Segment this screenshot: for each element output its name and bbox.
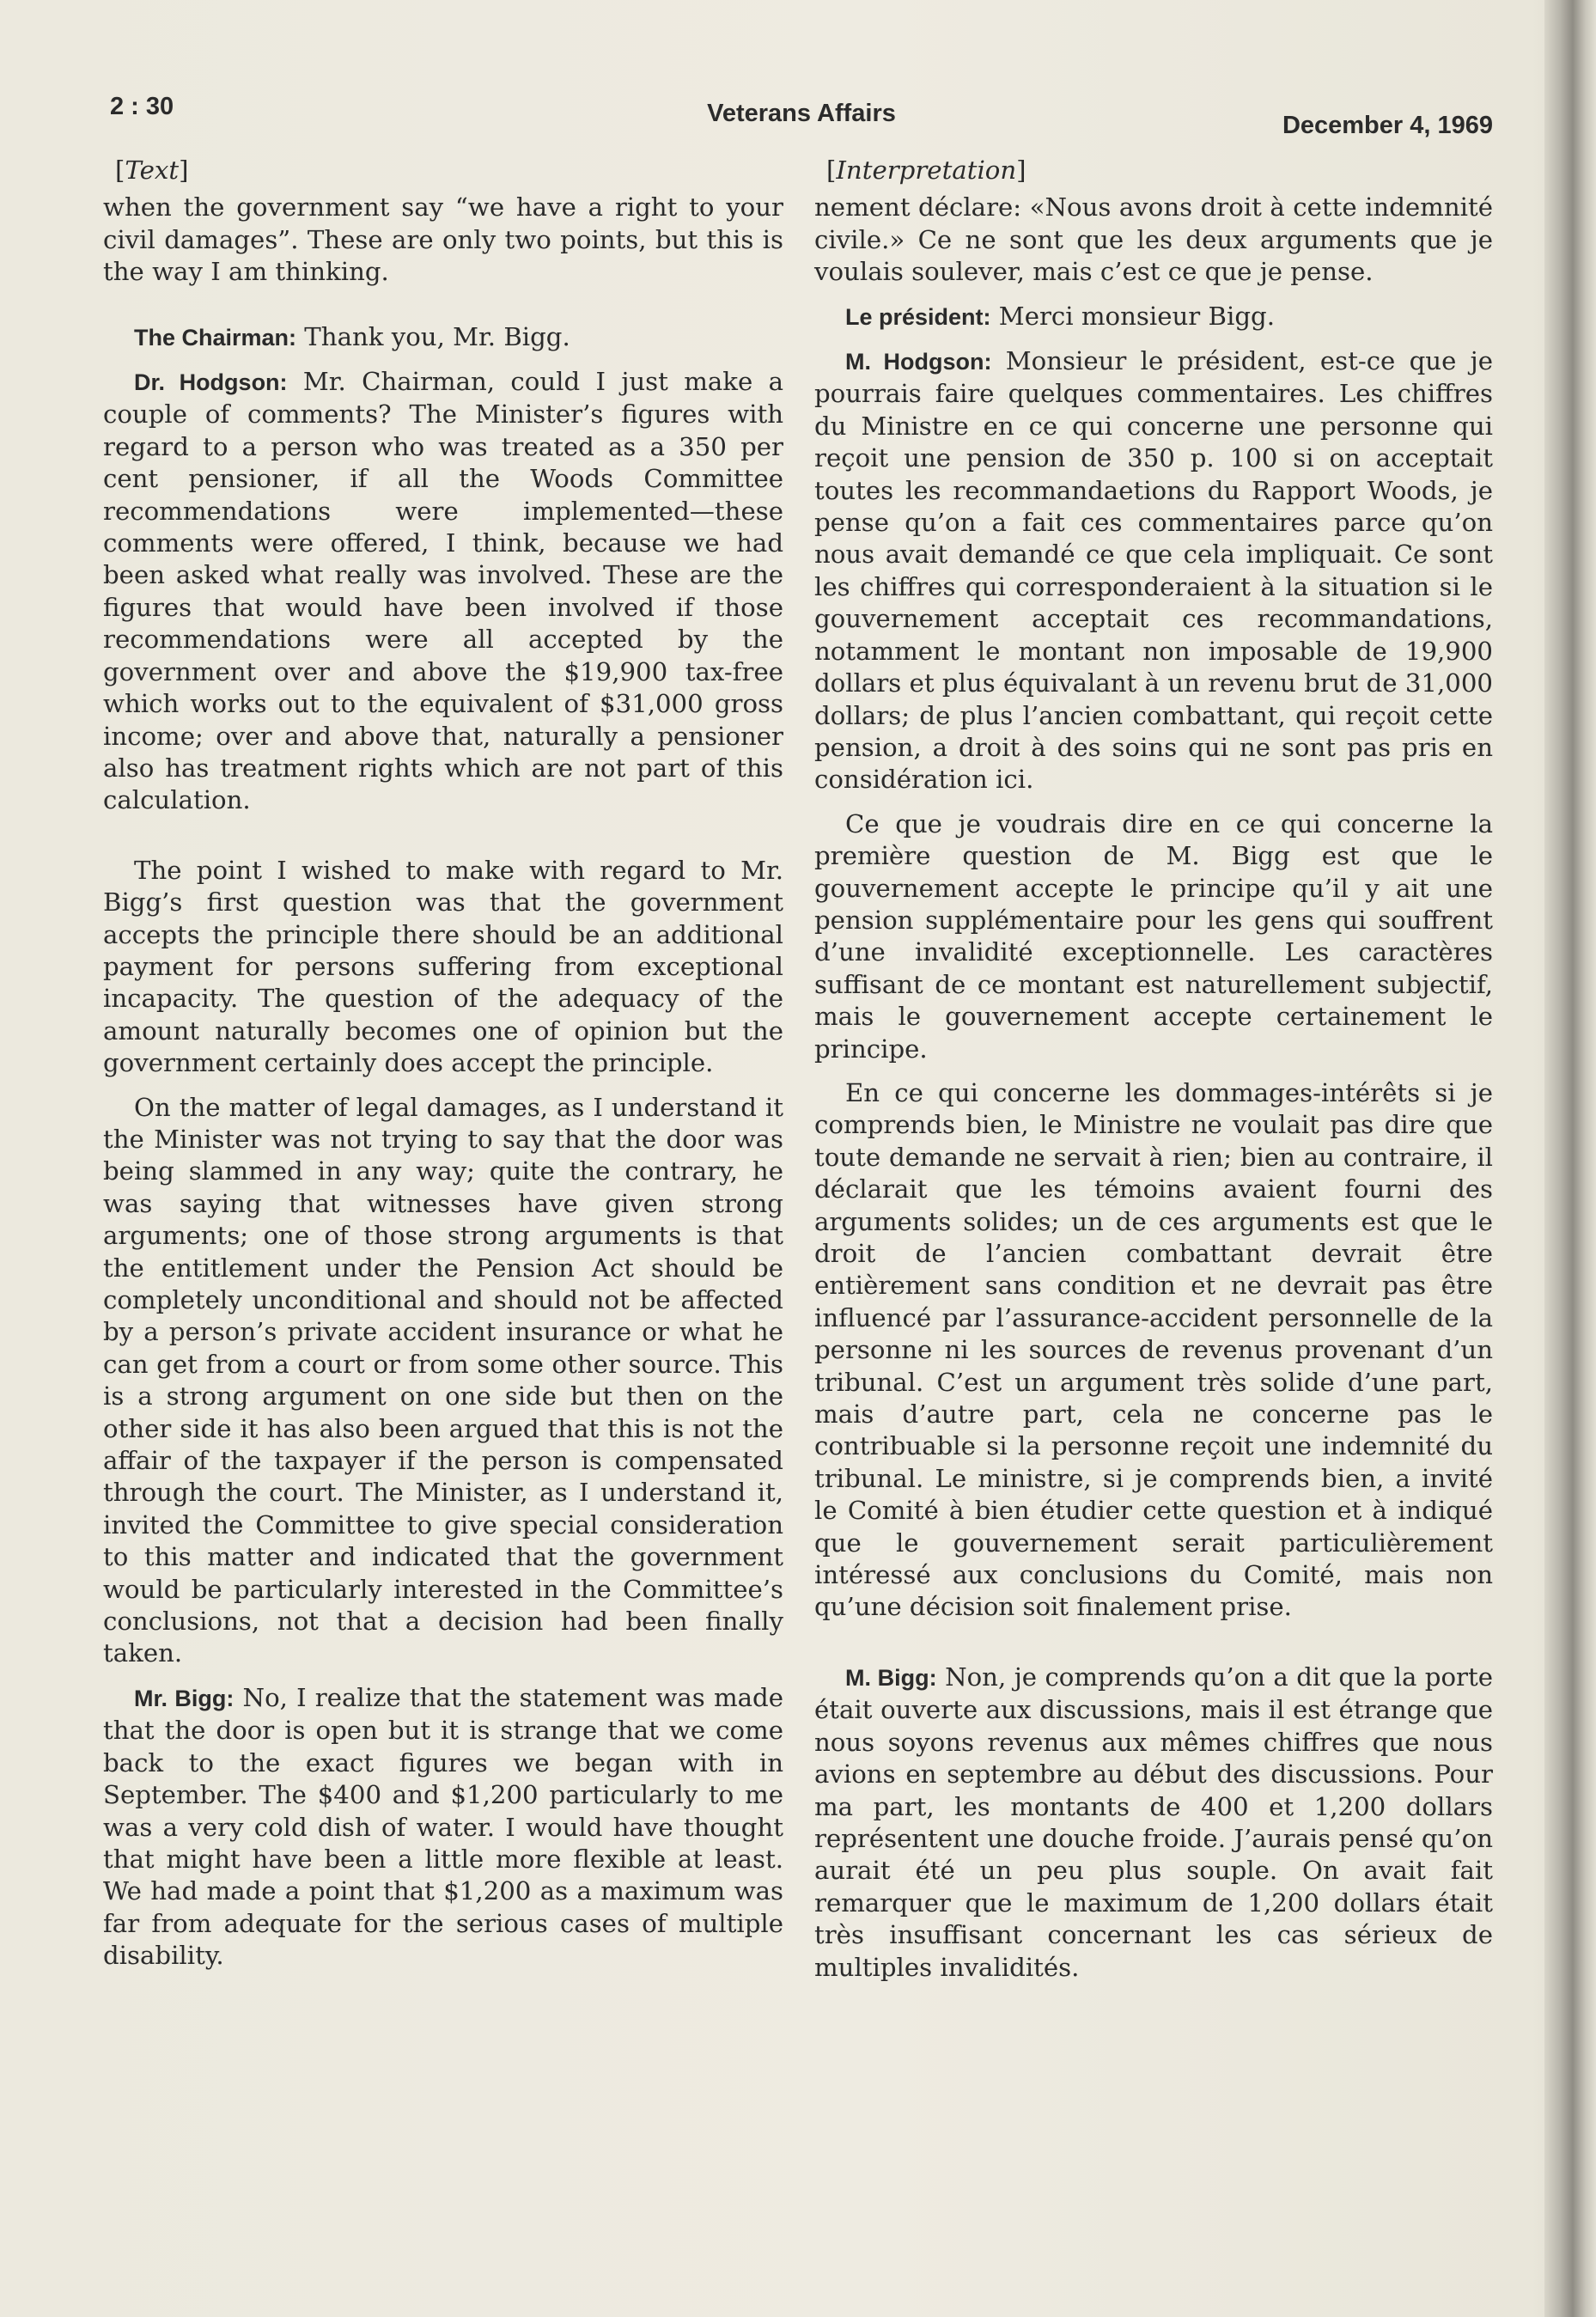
english-column xyxy=(103,155,783,1985)
paragraph-president: Le président: Merci monsieur Bigg. xyxy=(845,301,1275,331)
paragraph-bigg: M. Bigg: Non, je comprends qu’on a dit que la porte était ouverte aux discussions, mais il est étrange que nous soyons revenus aux mêmes chiffres que nous avions en septembre au début des discussions. Pour ma part, les montants de 400 et 1,200 dollars représentent une douche froide. J’aurais pensé qu’on aurait été un peu plus souple. On avait fait remarquer que le maximum de 1,200 dollars était très insuffisant concernant les cas sérieux de multiples invalidités. xyxy=(814,1662,1493,1982)
speaker-name: Le président: xyxy=(845,303,991,330)
page-header xyxy=(110,93,1493,139)
column-label-text: [Text] xyxy=(115,155,189,185)
paragraph: The point I wished to make with regard to Mr. Bigg’s first question was that the government accepts the principle there should be an additional payment for persons suffering from exceptional incapacity. The question of the adequacy of the amount naturally becomes one of opinion but the government certainly does accept the principle. xyxy=(103,855,783,1078)
running-title: Veterans Affairs xyxy=(707,100,896,127)
paragraph: Ce que je voudrais dire en ce qui concerne la première question de M. Bigg est que le gouvernement accepte le principe qu’il y ait une pension supplémentaire pour les gens qui souffrent d’une invalidité exceptionnelle. Les caractères suffisant de ce montant est naturellement subjectif, mais le gouvernement accepte certainement le principe. xyxy=(814,808,1493,1064)
header-date: December 4, 1969 xyxy=(1282,112,1493,139)
speaker-name: M. Hodgson: xyxy=(845,349,992,375)
paragraph-hodgson: M. Hodgson: Monsieur le président, est-ce que je pourrais faire quelques commentaires. Les chiffres du Ministre en ce qui concerne une personne qui reçoit une pension de 350 p. 100 si on acceptait toutes les recommandaetions du Rapport Woods, je pense qu’on a fait ces commentaires parce qu’on nous avait demandé ce que cela impliquait. Ce sont les chiffres qui corresponderaient à la situation si le gouvernement acceptait ces recommandations, notamment le montant non imposable de 19,900 dollars et plus équivalant à un revenu brut de 31,000 dollars; de plus l’ancien combattant, qui reçoit cette pension, a droit à des soins qui ne sont pas pris en considération ici. xyxy=(814,346,1493,795)
french-column xyxy=(814,155,1493,1996)
column-label-interpretation: [Interpretation] xyxy=(826,155,1026,185)
paragraph-bigg: Mr. Bigg: No, I realize that the statement was made that the door is open but it is strange that we come back to the exact figures we began with in September. The $400 and $1,200 particularly to me was a very cold dish of water. I would have thought that might have been a little more flexible at least. We had made a point that $1,200 as a maximum was far from adequate for the serious cases of multiple disability. xyxy=(103,1682,783,1971)
speaker-name: Dr. Hodgson: xyxy=(134,369,288,396)
paragraph: nement déclare: «Nous avons droit à cette indemnité civile.» Ce ne sont que les deux arguments que je voulais soulever, mais c’est ce que je pense. xyxy=(814,192,1493,287)
speaker-name: The Chairman: xyxy=(134,324,297,351)
speaker-name: M. Bigg: xyxy=(845,1664,937,1691)
book-spine-shadow xyxy=(1544,0,1596,2317)
paragraph: when the government say “we have a right to your civil damages”. These are only two points, but this is the way I am thinking. xyxy=(103,192,783,287)
paragraph: On the matter of legal damages, as I understand it the Minister was not trying to say that the door was being slammed in any way; quite the contrary, he was saying that witnesses have given strong arguments; one of those strong arguments is that the entitlement under the Pension Act should be completely unconditional and should not be affected by a person’s private accident insurance or what he can get from a court or from some other source. This is a strong argument on one side but then on the other side it has also been argued that this is not the affair of the taxpayer if the person is compensated through the court. The Minister, as I understand it, invited the Committee to give special consideration to this matter and indicated that the government would be particularly interested in the Committee’s conclusions, not that a decision had been finally taken. xyxy=(103,1092,783,1668)
speaker-name: Mr. Bigg: xyxy=(134,1685,235,1711)
paragraph-hodgson: Dr. Hodgson: Mr. Chairman, could I just make a couple of comments? The Minister’s figures with regard to a person who was treated as a 350 per cent pensioner, if all the Woods Committee recommendations were implemented—these comments were offered, I think, because we had been asked what really was involved. These are the figures that would have been involved if those recommendations were all accepted by the government over and above the $19,900 tax-free which works out to the equivalent of $31,000 gross income; over and above that, naturally a pensioner also has treatment rights which are not part of this calculation. xyxy=(103,367,783,815)
paragraph: En ce qui concerne les dommages-intérêts si je comprends bien, le Ministre ne voulait pas dire que toute demande ne servait à rien; bien au contraire, il déclarait que les témoins avaient fourni des arguments solides; un de ces arguments est que le droit de l’ancien combattant devrait être entièrement sans condition et ne devrait pas être influencé par l’assurance-accident personnelle de la personne ni les sources de revenus provenant d’un tribunal. C’est un argument très solide d’une part, mais d’autre part, cela ne concerne pas le contribuable si la personne reçoit une indemnité du tribunal. Le ministre, si je comprends bien, a invité le Comité à bien étudier cette question et à indiqué que le gouvernement serait particulièrement intéressé aux conclusions du Comité, mais non qu’une décision soit finalement prise. xyxy=(814,1077,1493,1622)
paragraph-chairman: The Chairman: Thank you, Mr. Bigg. xyxy=(134,321,570,351)
page-number: 2 : 30 xyxy=(110,93,174,120)
